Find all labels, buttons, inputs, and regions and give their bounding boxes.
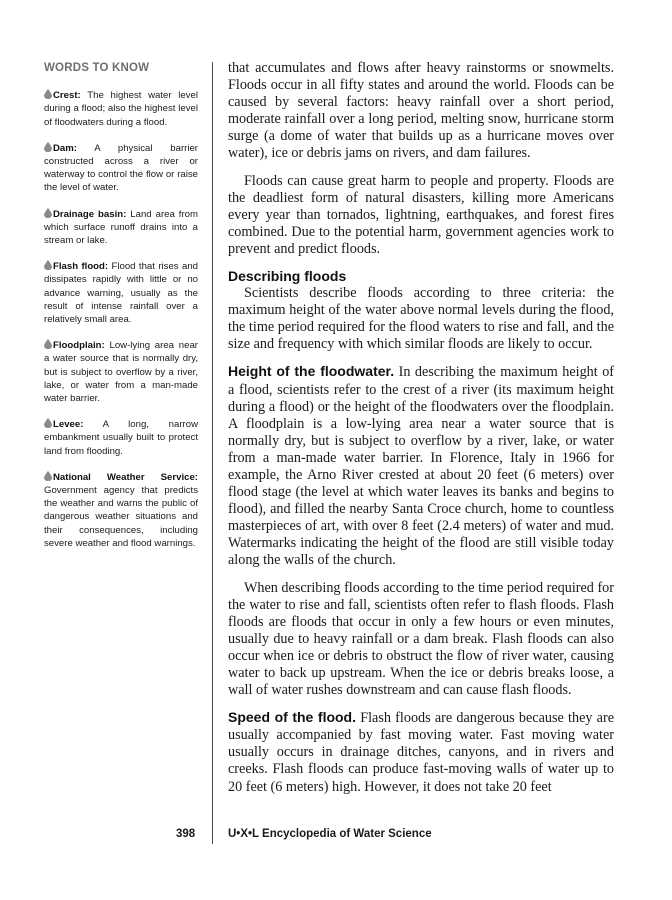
- glossary-term-definition: Low-lying area near a water source that is normally dry, but is subject to overflow by a river, lake, or water from a man-made water barrier.: [44, 340, 198, 405]
- run-in-heading: Speed of the flood.: [228, 709, 356, 726]
- paragraph-text: In describing the maximum height of a flood, scientists refer to the crest of a river (its maximum height during a flood) or the height of the floodwaters over the floodplain. A floodplain is a low-lying area near a water source that is normally dry, but is subject to overflow by a river, lake, or water from a man-made water barrier. In Florence, Italy in 1966 for example, the Arno River crested at about 20 feet (6 meters) over flood stage (the level at which water leaves its banks and begins to flood), and filled the nearby Santa Croce church, home to countless masterpieces of art, with over 8 feet (2.4 meters) of water and mud. Watermarks indicating the height of the flood are still visible today along the walls of the church.: [228, 364, 615, 569]
- column-divider: [212, 62, 213, 844]
- glossary-term: [44, 260, 198, 326]
- glossary-term: [44, 142, 198, 195]
- paragraph: [228, 709, 614, 795]
- water-drop-icon: [44, 142, 52, 152]
- term-list: [44, 89, 198, 550]
- words-to-know-sidebar: [44, 62, 198, 563]
- run-in-heading: Height of the floodwater.: [228, 363, 395, 380]
- water-drop-icon: [44, 418, 52, 428]
- paragraph: When describing floods according to the time period required for the water to rise and fall, scientists often refer to flash floods. Flash floods are floods that occur in only a few hours or even minutes, usually due to heavy rainfall or a dam break. Flash floods can also occur when ice or debris to obstruct the flow of river water, causing water to back up upstream. When the ice or debris breaks loose, a wall of water rushes downstream and can cause flash floods.: [228, 579, 614, 699]
- paragraph-text: Flash floods are dangerous because they are usually accompanied by fast moving water. Fast moving water usually occurs in drainage ditches, canyons, and in rivers and creeks. Flash floods can produce fast-moving walls of water up to 20 feet (6 meters) high. However, it does not take 20 feet: [228, 710, 614, 795]
- glossary-term-definition: Government agency that predicts the weather and warns the public of dangerous weather situations and their consequences, including severe weather and flood warnings.: [44, 485, 198, 549]
- main-column: [228, 60, 614, 806]
- section-heading: Describing floods: [228, 268, 347, 285]
- paragraph: [228, 363, 614, 569]
- glossary-term-name: Dam:: [53, 142, 77, 154]
- glossary-term: [44, 339, 198, 405]
- glossary-term-name: Drainage basin:: [53, 208, 127, 220]
- book-title: U•X•L Encyclopedia of Water Science: [228, 828, 432, 840]
- glossary-term: [44, 208, 198, 248]
- glossary-term-name: Levee:: [53, 419, 84, 431]
- glossary-term-name: Flash flood:: [53, 261, 109, 273]
- glossary-term-definition: Land area from which surface runoff drains into a stream or lake.: [44, 208, 198, 247]
- water-drop-icon: [44, 339, 52, 349]
- glossary-term-name: Floodplain:: [53, 340, 105, 352]
- water-drop-icon: [44, 89, 52, 99]
- glossary-term: [44, 418, 198, 458]
- water-drop-icon: [44, 471, 52, 481]
- water-drop-icon: [44, 208, 52, 218]
- glossary-term-definition: Flood that rises and dissipates rapidly with little or no advance warning, usually as the result of intense rainfall over a relatively small area.: [44, 261, 198, 326]
- glossary-term-definition: The highest water level during a flood; also the highest level of floodwaters during a flood.: [44, 90, 199, 128]
- glossary-term-definition: A long, narrow embankment usually built to protect land from flooding.: [44, 419, 198, 457]
- glossary-term-definition: A physical barrier constructed across a river or waterway to control the flow or raise the level of water.: [44, 142, 198, 194]
- glossary-term-name: Crest:: [53, 90, 81, 102]
- glossary-term: [44, 471, 198, 550]
- glossary-term: [44, 89, 198, 129]
- water-drop-icon: [44, 260, 52, 270]
- paragraph: Scientists describe floods according to three criteria: the maximum height of the water above normal levels during the flood, the time period required for the flood waters to rise and fall, and the size and frequency with which similar floods are likely to occur.: [228, 285, 614, 353]
- sidebar-title: WORDS TO KNOW: [44, 62, 150, 74]
- paragraph: Floods can cause great harm to people and property. Floods are the deadliest form of natural disasters, killing more Americans every year than tornados, lightning, earthquakes, and forest fires combined. Due to the potential harm, government agencies work to prevent and predict floods.: [228, 172, 614, 257]
- page-number: 398: [176, 828, 196, 840]
- glossary-term-name: National Weather Service:: [53, 471, 198, 483]
- paragraph: that accumulates and flows after heavy rainstorms or snowmelts. Floods occur in all fifty states and around the world. Floods can be caused by several factors: heavy rainfall over a short period, moderate rainfall over a long period, melting snow, hurricane storm surge (a dome of water that builds up as a hurricane moves over water), ice or debris jams on rivers, and dam failures.: [228, 60, 614, 162]
